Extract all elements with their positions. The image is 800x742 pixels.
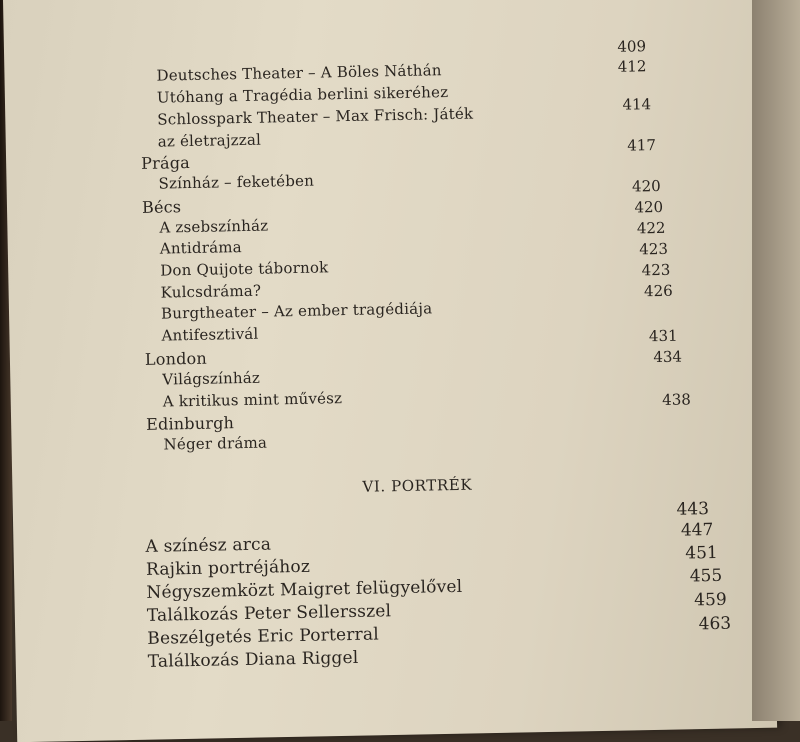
toc-entry: Schlosspark Theater – Max Frisch: Játék [157,104,474,129]
toc-entry: Kulcsdráma? [160,281,262,302]
toc-entry-city: Prága [140,152,191,173]
toc-entry: Utóhang a Tragédia berlini sikeréhez [156,83,449,107]
toc-entry: Antidráma [159,238,242,258]
toc-entry: Don Quijote tábornok [160,258,329,280]
toc-entry: Deutsches Theater – A Böles Náthán [156,61,442,85]
toc-entry: Találkozás Peter Sellersszel [146,601,392,626]
toc-page-number: 451 [685,542,718,564]
toc-entry: Négyszemközt Maigret felügyelővel [146,576,463,603]
toc-page-number: 420 [634,197,664,217]
toc-entry: A színész arca [145,534,272,557]
toc-entry-city: Bécs [141,197,182,217]
toc-entry: Világszínház [162,368,261,389]
toc-page-number: 417 [627,136,657,155]
toc-page-number: 434 [653,347,683,367]
toc-page-number: 438 [662,390,691,409]
toc-entry: Néger dráma [163,433,268,454]
toc-entry: Burgtheater – Az ember tragédiája [160,299,433,323]
toc-page-number: 423 [639,239,669,259]
toc-entry: Beszélgetés Eric Porterral [147,624,380,649]
toc-page-number: 412 [617,57,647,76]
toc-entry: A kritikus mint művész [162,389,343,411]
toc-entry-city: Edinburgh [146,413,235,434]
toc-page-number: 443 [676,499,710,520]
toc-page-number: 423 [641,260,671,280]
toc-page-number: 409 [617,37,647,56]
toc-entry: az életrajzzal [157,130,262,151]
toc-page-number: 463 [698,613,732,635]
toc-page-number: 431 [648,326,678,346]
toc-page-number: 426 [643,281,673,301]
toc-entry: Antifesztivál [161,324,259,345]
section-heading: VI. PORTRÉK [362,475,473,496]
toc-entry: Rajkin portréjához [145,556,311,580]
toc-entry-city: London [144,348,208,369]
toc-page-number: 447 [680,520,714,541]
toc-entry: Találkozás Diana Riggel [147,647,359,672]
toc-page-number: 422 [636,218,666,238]
toc-entry: A zsebszínház [159,216,269,237]
toc-page-number: 459 [694,589,727,611]
toc-entry: Színház – feketében [158,171,315,193]
toc-page-number: 420 [631,176,661,196]
toc-page-number: 414 [622,95,652,114]
toc-page-number: 455 [689,565,723,587]
